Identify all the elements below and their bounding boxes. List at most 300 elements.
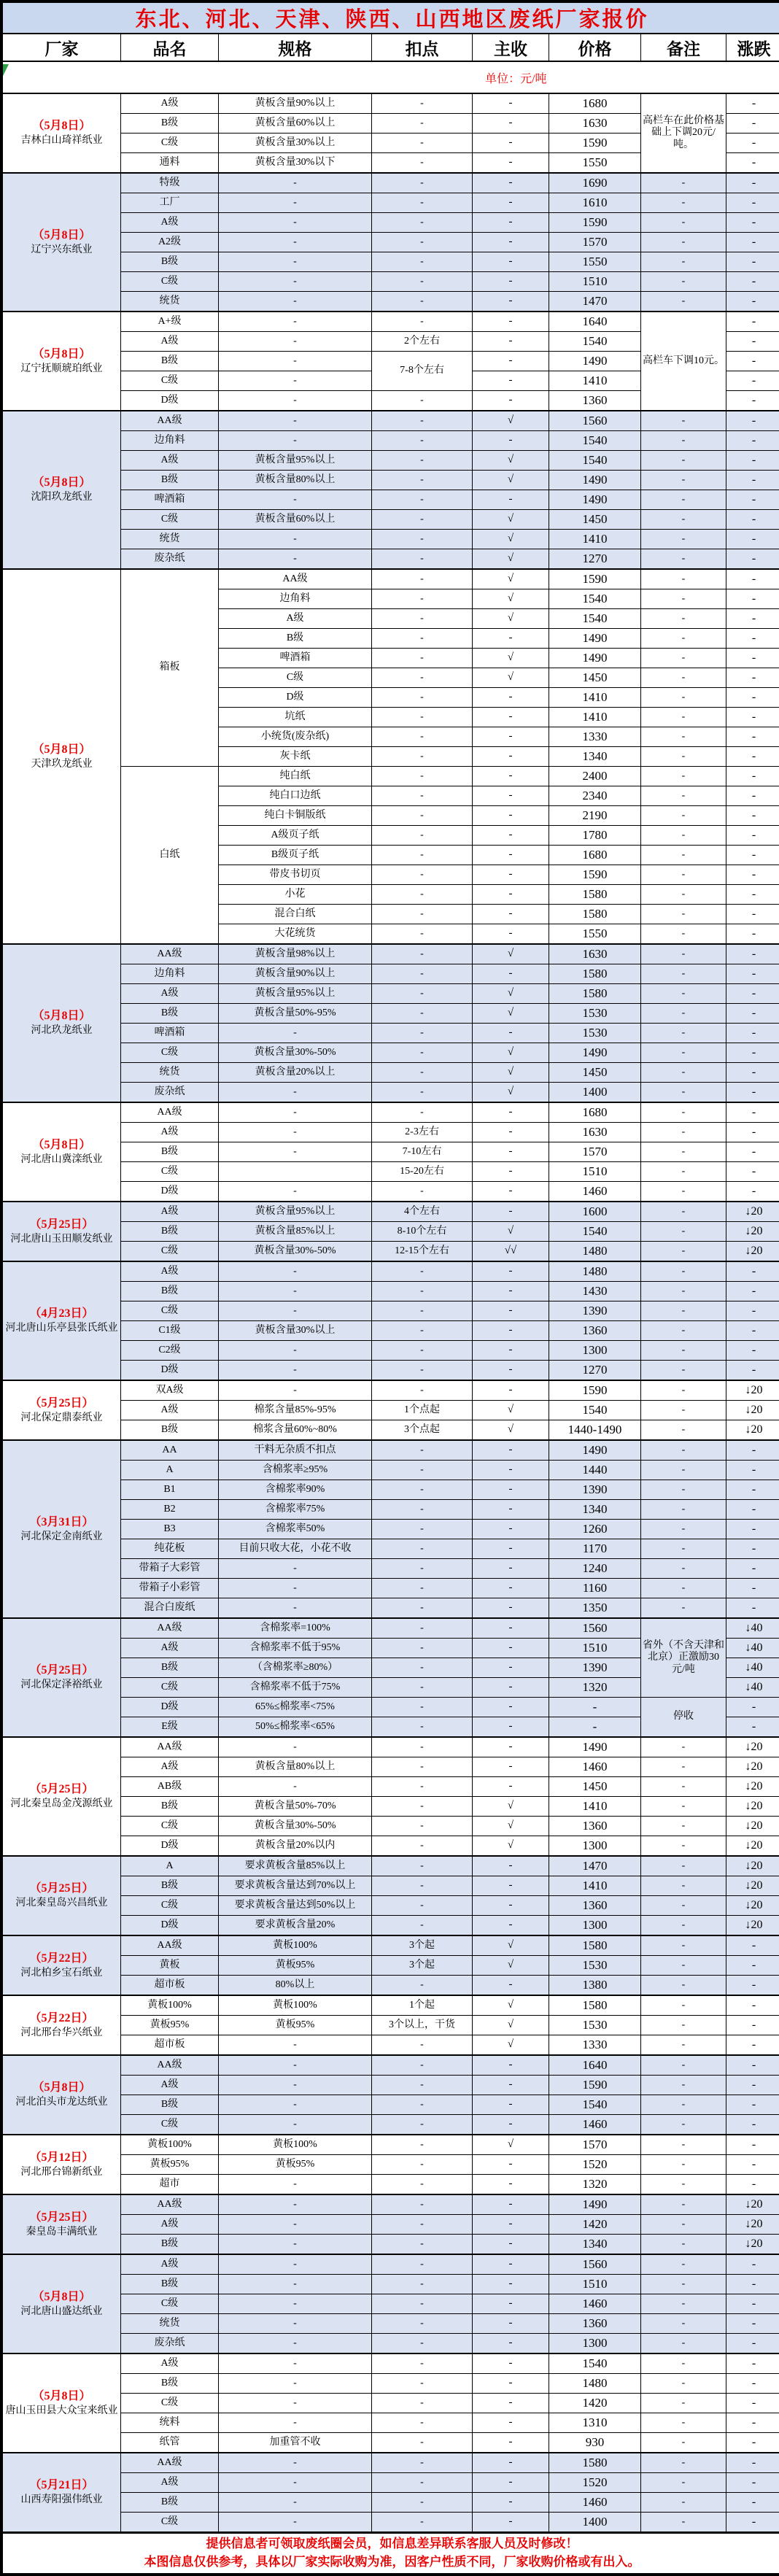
spec-cell: D级: [219, 688, 372, 708]
note-cell: -: [641, 173, 726, 193]
deduction-cell: -: [372, 2513, 473, 2533]
main-collect-cell: -: [473, 2374, 549, 2394]
change-cell: ↓20: [726, 1757, 779, 1777]
change-cell: -: [726, 1598, 779, 1619]
deduction-cell: -: [372, 1301, 473, 1321]
main-collect-cell: -: [473, 2314, 549, 2334]
change-cell: -: [726, 786, 779, 806]
price-cell: -: [549, 1698, 641, 1717]
note-cell: -: [641, 292, 726, 312]
price-cell: 1540: [549, 431, 641, 451]
product-grade-cell: 超市: [121, 2175, 219, 2195]
change-cell: -: [726, 2275, 779, 2294]
main-collect-cell: -: [473, 1559, 549, 1579]
deduction-cell: -: [372, 510, 473, 530]
product-grade-cell: D级: [121, 391, 219, 411]
spec-cell: 纯白口边纸: [219, 786, 372, 806]
spec-cell: 黄板含量20%以上: [219, 1063, 372, 1083]
price-cell: 1490: [549, 471, 641, 490]
table-row: [3, 1261, 779, 1282]
factory-name: 河北泊头市龙达纸业: [4, 2096, 119, 2109]
note-cell: -: [641, 1420, 726, 1441]
note-cell: -: [641, 846, 726, 865]
change-cell: -: [726, 2374, 779, 2394]
spec-cell: 黄板95%: [219, 1956, 372, 1976]
main-collect-cell: -: [473, 1162, 549, 1182]
footer-line-1: 提供信息者可领取废纸圈会员，如信息差异联系客服人员及时修改！: [4, 2535, 779, 2553]
factory-date: （5月12日）: [4, 2151, 119, 2166]
spec-cell: 黄板100%: [219, 1995, 372, 2016]
product-grade-cell: C级: [121, 1678, 219, 1698]
product-grade-cell: AA级: [121, 1618, 219, 1639]
spec-cell: 啤酒箱: [219, 649, 372, 668]
spec-cell: 纯白纸: [219, 767, 372, 786]
factory-cell: [3, 1380, 121, 1440]
table-body: [3, 93, 779, 2533]
change-cell: ↓20: [726, 1242, 779, 1262]
product-grade-cell: C级: [121, 1896, 219, 1916]
factory-name: 河北唐山玉田顺发纸业: [4, 1233, 119, 1246]
change-cell: -: [726, 2254, 779, 2275]
change-cell: -: [726, 2016, 779, 2035]
main-collect-cell: -: [473, 2433, 549, 2453]
price-cell: 1320: [549, 2175, 641, 2195]
price-cell: 1560: [549, 1618, 641, 1639]
price-cell: 1340: [549, 747, 641, 767]
product-grade-cell: 废杂纸: [121, 2334, 219, 2354]
spec-cell: -: [219, 332, 372, 352]
spec-cell: -: [219, 411, 372, 431]
change-cell: -: [726, 865, 779, 885]
main-collect-cell: -: [473, 747, 549, 767]
note-cell: -: [641, 1142, 726, 1162]
main-collect-cell: -: [473, 1598, 549, 1619]
price-cell: 1390: [549, 1301, 641, 1321]
deduction-cell: -: [372, 1639, 473, 1658]
change-cell: -: [726, 1083, 779, 1103]
main-collect-cell: √: [473, 984, 549, 1004]
factory-name: 河北柏乡宝石纸业: [4, 1967, 119, 1980]
change-cell: -: [726, 173, 779, 193]
change-cell: -: [726, 233, 779, 252]
main-collect-cell: -: [473, 332, 549, 352]
main-collect-cell: √: [473, 569, 549, 589]
product-grade-cell: A级: [121, 1261, 219, 1282]
spec-cell: 小花: [219, 885, 372, 905]
deduction-cell: -: [372, 609, 473, 629]
product-grade-cell: A+级: [121, 312, 219, 332]
price-cell: 1410: [549, 1876, 641, 1896]
factory-name: 河北邢台华兴纸业: [4, 2027, 119, 2040]
factory-cell: [3, 944, 121, 1102]
price-cell: 1590: [549, 2076, 641, 2095]
deduction-cell: -: [372, 1916, 473, 1936]
note-cell: -: [641, 905, 726, 924]
main-collect-cell: -: [473, 708, 549, 727]
deduction-cell: -: [372, 767, 473, 786]
deduction-cell: -: [372, 708, 473, 727]
note-cell: -: [641, 609, 726, 629]
price-cell: 1420: [549, 2394, 641, 2413]
change-cell: -: [726, 2115, 779, 2135]
main-collect-cell: -: [473, 1579, 549, 1598]
deduction-cell: -: [372, 1876, 473, 1896]
main-collect-cell: √: [473, 1797, 549, 1817]
spec-cell: -: [219, 2055, 372, 2076]
deduction-cell: -: [372, 2413, 473, 2433]
product-grade-cell: C级: [121, 2294, 219, 2314]
note-cell: -: [641, 510, 726, 530]
change-cell: -: [726, 471, 779, 490]
main-collect-cell: -: [473, 2334, 549, 2354]
main-collect-cell: -: [473, 312, 549, 332]
change-cell: -: [726, 1301, 779, 1321]
spec-cell: -: [219, 2076, 372, 2095]
spec-cell: -: [219, 1142, 372, 1162]
spec-cell: -: [219, 1341, 372, 1361]
main-collect-cell: -: [473, 1282, 549, 1301]
table-row: [3, 2194, 779, 2215]
deduction-cell: 15-20左右: [372, 1162, 473, 1182]
price-cell: 1360: [549, 391, 641, 411]
price-cell: 1490: [549, 1440, 641, 1461]
change-cell: ↓20: [726, 1797, 779, 1817]
product-grade-cell: 边角料: [121, 431, 219, 451]
price-cell: 1580: [549, 984, 641, 1004]
price-cell: 1450: [549, 1063, 641, 1083]
change-cell: -: [726, 1102, 779, 1123]
change-cell: -: [726, 2453, 779, 2473]
factory-cell: [3, 2254, 121, 2353]
note-cell: -: [641, 2473, 726, 2493]
main-collect-cell: -: [473, 1440, 549, 1461]
spec-cell: A级: [219, 609, 372, 629]
main-collect-cell: -: [473, 2235, 549, 2255]
deduction-cell: 3个起: [372, 1935, 473, 1956]
factory-cell: [3, 1737, 121, 1856]
deduction-cell: -: [372, 727, 473, 747]
note-cell: -: [641, 2235, 726, 2255]
main-collect-cell: -: [473, 885, 549, 905]
factory-name: 辽宁抚顺琥珀纸业: [4, 363, 119, 376]
change-cell: -: [726, 944, 779, 964]
price-cell: 1590: [549, 213, 641, 233]
change-cell: -: [726, 1321, 779, 1341]
main-collect-cell: -: [473, 1024, 549, 1043]
spec-cell: 黄板95%: [219, 2155, 372, 2175]
change-cell: -: [726, 1024, 779, 1043]
deduction-cell: 12-15个左右: [372, 1242, 473, 1262]
factory-cell: [3, 93, 121, 173]
note-cell: -: [641, 1559, 726, 1579]
change-cell: ↓20: [726, 1896, 779, 1916]
deduction-cell: -: [372, 2155, 473, 2175]
product-grade-cell: A级: [121, 213, 219, 233]
table-row: [3, 2254, 779, 2275]
change-cell: -: [726, 609, 779, 629]
price-cell: 1400: [549, 1083, 641, 1103]
price-cell: 1410: [549, 530, 641, 549]
table-row: [3, 569, 779, 589]
spec-cell: -: [219, 2314, 372, 2334]
main-collect-cell: -: [473, 1480, 549, 1500]
main-collect-cell: √: [473, 1995, 549, 2016]
spec-cell: -: [219, 2513, 372, 2533]
spec-cell: -: [219, 2095, 372, 2115]
spec-cell: A级页子纸: [219, 826, 372, 846]
product-grade-cell: B级: [121, 1004, 219, 1024]
product-grade-cell: A级: [121, 2076, 219, 2095]
main-collect-cell: -: [473, 2076, 549, 2095]
change-cell: -: [726, 490, 779, 510]
deduction-cell: -: [372, 2175, 473, 2195]
deduction-cell: -: [372, 806, 473, 826]
main-collect-cell: √: [473, 1083, 549, 1103]
spec-cell: -: [219, 213, 372, 233]
spec-cell: 黄板含量30%以上: [219, 134, 372, 153]
note-cell: -: [641, 1083, 726, 1103]
note-cell: -: [641, 786, 726, 806]
main-collect-cell: -: [473, 1461, 549, 1480]
change-cell: -: [726, 1559, 779, 1579]
product-grade-cell: C级: [121, 2394, 219, 2413]
product-grade-cell: A2级: [121, 233, 219, 252]
deduction-cell: -: [372, 2076, 473, 2095]
main-collect-cell: √: [473, 1817, 549, 1836]
price-cell: 1460: [549, 2115, 641, 2135]
table-row: [3, 1935, 779, 1956]
main-collect-cell: -: [473, 2275, 549, 2294]
spec-cell: -: [219, 431, 372, 451]
change-cell: -: [726, 1361, 779, 1381]
change-cell: -: [726, 2413, 779, 2433]
change-cell: ↓20: [726, 1817, 779, 1836]
main-collect-cell: √: [473, 1935, 549, 1956]
deduction-cell: -: [372, 1559, 473, 1579]
main-collect-cell: -: [473, 806, 549, 826]
spec-cell: 要求黄板含量达到70%以上: [219, 1876, 372, 1896]
deduction-cell: -: [372, 786, 473, 806]
note-cell: -: [641, 649, 726, 668]
note-cell: -: [641, 1102, 726, 1123]
main-collect-cell: -: [473, 272, 549, 292]
price-cell: 1510: [549, 272, 641, 292]
deduction-cell: -: [372, 1063, 473, 1083]
note-cell: -: [641, 2115, 726, 2135]
product-grade-cell: B级: [121, 1876, 219, 1896]
deduction-cell: -: [372, 471, 473, 490]
col-header-spec: 规格: [219, 34, 372, 61]
change-cell: -: [726, 905, 779, 924]
deduction-cell: -: [372, 1182, 473, 1202]
spec-cell: 纯白卡铜版纸: [219, 806, 372, 826]
product-grade-cell: B级: [121, 252, 219, 272]
deduction-cell: -: [372, 272, 473, 292]
price-cell: 1550: [549, 252, 641, 272]
main-collect-cell: -: [473, 114, 549, 134]
change-cell: -: [726, 1935, 779, 1956]
note-cell: -: [641, 233, 726, 252]
spec-cell: 80%以上: [219, 1976, 372, 1996]
table-row: [3, 1380, 779, 1401]
deduction-cell: -: [372, 885, 473, 905]
main-collect-cell: -: [473, 1618, 549, 1639]
change-cell: -: [726, 629, 779, 649]
change-cell: ↓20: [726, 2235, 779, 2255]
change-cell: ↓20: [726, 1222, 779, 1242]
main-collect-cell: -: [473, 846, 549, 865]
table-row: [3, 1618, 779, 1639]
table-row: [3, 93, 779, 114]
factory-name: 唐山玉田县大众宝来纸业: [4, 2405, 119, 2418]
spec-cell: 黄板含量30%-50%: [219, 1817, 372, 1836]
deduction-cell: -: [372, 1598, 473, 1619]
product-grade-cell: AA级: [121, 2194, 219, 2215]
factory-name: 河北唐山盛达纸业: [4, 2305, 119, 2318]
main-collect-cell: -: [473, 2473, 549, 2493]
change-cell: ↓20: [726, 1380, 779, 1401]
product-grade-cell: AA级: [121, 1737, 219, 1757]
note-cell: -: [641, 767, 726, 786]
change-cell: -: [726, 964, 779, 984]
spec-cell: 黄板含量95%以上: [219, 1202, 372, 1222]
main-collect-cell: -: [473, 1757, 549, 1777]
deduction-cell: -: [372, 569, 473, 589]
product-grade-cell: 特级: [121, 173, 219, 193]
product-grade-cell: 黄板100%: [121, 2135, 219, 2155]
price-cell: 1360: [549, 1321, 641, 1341]
main-collect-cell: -: [473, 292, 549, 312]
spec-cell: 混合白纸: [219, 905, 372, 924]
product-grade-cell: B级: [121, 1420, 219, 1441]
spec-cell: -: [219, 371, 372, 391]
price-cell: 1270: [549, 549, 641, 570]
price-cell: 1160: [549, 1579, 641, 1598]
change-cell: -: [726, 1461, 779, 1480]
deduction-cell: -: [372, 431, 473, 451]
spec-cell: 含棉浆率不低于75%: [219, 1678, 372, 1698]
price-cell: 1520: [549, 2473, 641, 2493]
note-cell: -: [641, 1222, 726, 1242]
note-cell: -: [641, 944, 726, 964]
note-cell: -: [641, 1539, 726, 1559]
note-cell: -: [641, 549, 726, 570]
main-collect-cell: -: [473, 2493, 549, 2513]
change-cell: -: [726, 114, 779, 134]
change-cell: -: [726, 1261, 779, 1282]
factory-date: （5月8日）: [4, 743, 119, 758]
col-header-note: 备注: [641, 34, 726, 61]
product-grade-cell: 统货: [121, 1063, 219, 1083]
factory-date: （5月8日）: [4, 2081, 119, 2096]
price-cell: 1570: [549, 2135, 641, 2155]
change-cell: ↓20: [726, 1876, 779, 1896]
spec-cell: -: [219, 2334, 372, 2354]
change-cell: -: [726, 549, 779, 570]
spec-cell: 黄板含量30%-50%: [219, 1043, 372, 1063]
spec-cell: -: [219, 1380, 372, 1401]
price-cell: 1410: [549, 1797, 641, 1817]
deduction-cell: -: [372, 2493, 473, 2513]
note-cell: -: [641, 1480, 726, 1500]
price-cell: 1480: [549, 2374, 641, 2394]
factory-cell: [3, 2453, 121, 2533]
factory-cell: [3, 173, 121, 312]
spec-cell: 黄板含量60%以上: [219, 510, 372, 530]
deduction-cell: -: [372, 924, 473, 945]
main-collect-cell: √: [473, 589, 549, 609]
change-cell: -: [726, 1162, 779, 1182]
spec-cell: -: [219, 2394, 372, 2413]
product-grade-cell: B级: [121, 2275, 219, 2294]
page-title: 东北、河北、天津、陕西、山西地区废纸厂家报价: [3, 3, 779, 34]
price-cell: 1410: [549, 371, 641, 391]
note-cell: -: [641, 1162, 726, 1182]
factory-cell: [3, 1856, 121, 1935]
deduction-cell: -: [372, 1004, 473, 1024]
spec-cell: 干料无杂质不扣点: [219, 1440, 372, 1461]
price-cell: 1580: [549, 885, 641, 905]
note-cell: -: [641, 1182, 726, 1202]
main-collect-cell: -: [473, 1301, 549, 1321]
price-cell: 2190: [549, 806, 641, 826]
main-collect-cell: -: [473, 2215, 549, 2235]
spec-cell: -: [219, 2175, 372, 2195]
spec-cell: -: [219, 1579, 372, 1598]
price-cell: 1460: [549, 2294, 641, 2314]
factory-date: （5月8日）: [4, 2389, 119, 2405]
factory-name: 河北保定鼎泰纸业: [4, 1412, 119, 1425]
change-cell: -: [726, 1995, 779, 2016]
deduction-cell: 1个点起: [372, 1401, 473, 1420]
note-cell: -: [641, 964, 726, 984]
deduction-cell: -: [372, 1440, 473, 1461]
price-cell: 1600: [549, 1202, 641, 1222]
factory-cell: [3, 2055, 121, 2135]
spec-cell: 黄板含量95%以上: [219, 984, 372, 1004]
main-collect-cell: -: [473, 1717, 549, 1738]
product-grade-cell: AA级: [121, 1102, 219, 1123]
note-cell: -: [641, 2055, 726, 2076]
footer-disclaimer: [3, 2533, 779, 2574]
change-cell: -: [726, 1142, 779, 1162]
note-cell: -: [641, 1797, 726, 1817]
spec-cell: 黄板含量85%以上: [219, 1222, 372, 1242]
factory-date: （5月22日）: [4, 1952, 119, 1967]
note-cell: -: [641, 2215, 726, 2235]
factory-name: 辽宁兴东纸业: [4, 244, 119, 257]
change-cell: -: [726, 826, 779, 846]
table-row: [3, 1440, 779, 1461]
price-cell: 1590: [549, 1380, 641, 1401]
product-grade-cell: A级: [121, 1757, 219, 1777]
change-cell: -: [726, 569, 779, 589]
main-collect-cell: -: [473, 1698, 549, 1717]
product-grade-cell: C1级: [121, 1321, 219, 1341]
main-collect-cell: √: [473, 1222, 549, 1242]
product-grade-cell: 黄板95%: [121, 2155, 219, 2175]
note-cell: -: [641, 2353, 726, 2374]
price-cell: 1300: [549, 1836, 641, 1857]
product-grade-cell: A: [121, 1461, 219, 1480]
price-cell: 1300: [549, 1341, 641, 1361]
price-cell: 1780: [549, 826, 641, 846]
factory-cell: [3, 1440, 121, 1618]
note-cell: -: [641, 1063, 726, 1083]
deduction-cell: -: [372, 1102, 473, 1123]
price-cell: 1260: [549, 1520, 641, 1539]
main-collect-cell: -: [473, 1380, 549, 1401]
